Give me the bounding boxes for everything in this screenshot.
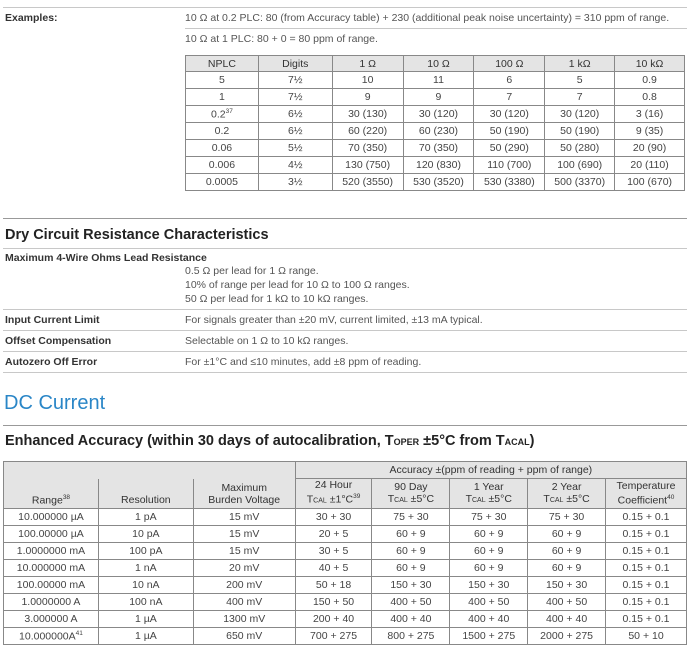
table-cell: 0.15 + 0.1 [606, 509, 687, 526]
divider [3, 218, 687, 219]
table-cell: 100 (690) [545, 157, 615, 174]
table-cell: 650 mV [193, 628, 295, 645]
table-cell: 6½ [258, 123, 332, 140]
table-cell: $10.000000A^{41}$ [4, 628, 99, 645]
table-cell: 15 mV [193, 526, 295, 543]
table-cell: 1500 + 275 [450, 628, 528, 645]
table-cell: 1.0000000 mA [4, 543, 99, 560]
examples-label: Examples: [5, 12, 58, 24]
table-cell: 1 µA [98, 628, 193, 645]
table-cell: 150 + 30 [528, 577, 606, 594]
table-cell: 0.0005 [186, 174, 259, 191]
divider [3, 7, 687, 8]
table-row [186, 89, 685, 106]
table-cell: 1 nA [98, 560, 193, 577]
dc-current-section-title: DC Current [4, 392, 106, 414]
table-cell: 1300 mV [193, 611, 295, 628]
table-cell: 130 (750) [332, 157, 403, 174]
table-cell: 75 + 30 [450, 509, 528, 526]
table-cell: 1 µA [98, 611, 193, 628]
header-burden-voltage: Maximum Burden Voltage [193, 479, 295, 509]
table-cell: 100 pA [98, 543, 193, 560]
table-cell: 9 [332, 89, 403, 106]
lead-resistance-line-3: 50 Ω per lead for 1 kΩ to 10 kΩ ranges. [185, 293, 369, 305]
table-cell: 0.15 + 0.1 [606, 543, 687, 560]
nplc-table [185, 55, 685, 191]
header-accuracy-group: Accuracy ±(ppm of reading + ppm of range) [295, 462, 686, 479]
header-nplc: NPLC [186, 56, 259, 72]
table-cell: 60 + 9 [372, 560, 450, 577]
table-cell: 1 [186, 89, 259, 106]
divider [3, 309, 687, 310]
table-cell: 7½ [258, 72, 332, 89]
table-header-row [186, 56, 685, 72]
table-cell: 0.15 + 0.1 [606, 611, 687, 628]
divider [3, 248, 687, 249]
table-cell: 500 (3370) [545, 174, 615, 191]
table-cell: 3 (16) [615, 106, 685, 123]
table-row [186, 174, 685, 191]
table-cell: 200 + 40 [295, 611, 372, 628]
header-spacer [4, 462, 296, 479]
input-current-limit-label: Input Current Limit [5, 314, 100, 326]
table-cell: $0.2^{37}$ [186, 106, 259, 123]
table-cell: 0.06 [186, 140, 259, 157]
table-cell: 20 (110) [615, 157, 685, 174]
table-cell: 15 mV [193, 543, 295, 560]
table-cell: 50 + 18 [295, 577, 372, 594]
table-cell: 100.00000 mA [4, 577, 99, 594]
table-cell: 7 [545, 89, 615, 106]
table-cell: 400 + 40 [528, 611, 606, 628]
table-row [4, 628, 687, 645]
table-cell: 110 (700) [474, 157, 545, 174]
table-cell: 150 + 30 [372, 577, 450, 594]
header-100-ohm: 100 Ω [474, 56, 545, 72]
offset-compensation-label: Offset Compensation [5, 335, 112, 347]
divider [185, 28, 687, 29]
header-resolution: Resolution [98, 479, 193, 509]
dry-circuit-title: Dry Circuit Resistance Characteristics [5, 227, 269, 243]
table-cell: 2000 + 275 [528, 628, 606, 645]
table-cell: 60 + 9 [528, 526, 606, 543]
table-row [4, 560, 687, 577]
table-cell: 10 pA [98, 526, 193, 543]
table-cell: 400 mV [193, 594, 295, 611]
header-10-ohm: 10 Ω [403, 56, 474, 72]
header-1-kohm: 1 kΩ [545, 56, 615, 72]
table-cell: 1.0000000 A [4, 594, 99, 611]
table-cell: 530 (3520) [403, 174, 474, 191]
table-cell: 30 + 30 [295, 509, 372, 526]
table-cell: 7 [474, 89, 545, 106]
header-digits: Digits [258, 56, 332, 72]
table-cell: 50 (290) [474, 140, 545, 157]
header-2-year: 2 Year TCAL ±5°C [528, 479, 606, 509]
header-1-year: 1 Year TCAL ±5°C [450, 479, 528, 509]
table-row [186, 72, 685, 89]
table-cell: 50 (190) [545, 123, 615, 140]
table-cell: 20 + 5 [295, 526, 372, 543]
table-cell: 800 + 275 [372, 628, 450, 645]
table-row [4, 577, 687, 594]
table-cell: 30 (130) [332, 106, 403, 123]
table-cell: 0.15 + 0.1 [606, 594, 687, 611]
table-cell: 15 mV [193, 509, 295, 526]
table-cell: 70 (350) [403, 140, 474, 157]
table-cell: 30 (120) [545, 106, 615, 123]
divider [3, 351, 687, 352]
table-cell: 60 + 9 [450, 560, 528, 577]
lead-resistance-line-1: 0.5 Ω per lead for 1 Ω range. [185, 265, 319, 277]
table-cell: 60 + 9 [450, 526, 528, 543]
example-line-1: 10 Ω at 0.2 PLC: 80 (from Accuracy table) + 230 (additional peak noise uncertainty) = 310 ppm of range. [185, 12, 670, 24]
table-row [4, 526, 687, 543]
table-cell: 20 mV [193, 560, 295, 577]
table-row [4, 594, 687, 611]
table-cell: 70 (350) [332, 140, 403, 157]
table-cell: 60 + 9 [450, 543, 528, 560]
table-cell: 10.000000 mA [4, 560, 99, 577]
header-temperature-coefficient: Temperature Coefficient$^{40}$ [606, 479, 687, 509]
table-cell: 100.00000 µA [4, 526, 99, 543]
table-cell: 30 (120) [403, 106, 474, 123]
input-current-limit-value: For signals greater than ±20 mV, current limited, ±13 mA typical. [185, 314, 483, 326]
table-cell: 40 + 5 [295, 560, 372, 577]
table-cell: 50 (190) [474, 123, 545, 140]
table-cell: 60 + 9 [372, 543, 450, 560]
table-cell: 0.8 [615, 89, 685, 106]
offset-compensation-value: Selectable on 1 Ω to 10 kΩ ranges. [185, 335, 349, 347]
table-cell: 0.9 [615, 72, 685, 89]
lead-resistance-line-2: 10% of range per lead for 10 Ω to 100 Ω ranges. [185, 279, 410, 291]
table-cell: 60 + 9 [372, 526, 450, 543]
table-header-row [4, 462, 687, 479]
footnote-ref: 37 [225, 107, 233, 115]
table-cell: 100 nA [98, 594, 193, 611]
table-row [4, 509, 687, 526]
table-cell: 0.2 [186, 123, 259, 140]
table-cell: 700 + 275 [295, 628, 372, 645]
table-cell: 60 + 9 [528, 543, 606, 560]
table-header-row [4, 479, 687, 509]
table-cell: 20 (90) [615, 140, 685, 157]
table-cell: 400 + 50 [372, 594, 450, 611]
table-cell: 60 + 9 [528, 560, 606, 577]
dc-current-accuracy-table [3, 461, 687, 645]
table-cell: 9 (35) [615, 123, 685, 140]
table-cell: 5 [545, 72, 615, 89]
example-line-2: 10 Ω at 1 PLC: 80 + 0 = 80 ppm of range. [185, 33, 378, 45]
table-row [186, 123, 685, 140]
table-cell: 400 + 40 [450, 611, 528, 628]
table-cell: 50 + 10 [606, 628, 687, 645]
lead-resistance-label: Maximum 4-Wire Ohms Lead Resistance [5, 252, 207, 264]
table-cell: 3½ [258, 174, 332, 191]
table-cell: 0.15 + 0.1 [606, 526, 687, 543]
table-row [186, 157, 685, 174]
table-cell: 60 (230) [403, 123, 474, 140]
table-cell: 400 + 40 [372, 611, 450, 628]
table-cell: 6 [474, 72, 545, 89]
table-cell: 400 + 50 [528, 594, 606, 611]
table-cell: 4½ [258, 157, 332, 174]
table-cell: 7½ [258, 89, 332, 106]
table-cell: 0.15 + 0.1 [606, 577, 687, 594]
table-cell: 1 pA [98, 509, 193, 526]
table-cell: 0.006 [186, 157, 259, 174]
table-cell: 150 + 30 [450, 577, 528, 594]
autozero-off-error-value: For ±1°C and ≤10 minutes, add ±8 ppm of reading. [185, 356, 422, 368]
table-cell: 75 + 30 [372, 509, 450, 526]
table-row [4, 611, 687, 628]
table-cell: 100 (670) [615, 174, 685, 191]
divider [3, 425, 687, 426]
header-90-day: 90 Day TCAL ±5°C [372, 479, 450, 509]
table-cell: 30 (120) [474, 106, 545, 123]
table-cell: 5½ [258, 140, 332, 157]
autozero-off-error-label: Autozero Off Error [5, 356, 98, 368]
table-row [186, 106, 685, 123]
table-cell: 120 (830) [403, 157, 474, 174]
table-cell: 9 [403, 89, 474, 106]
header-range: Range$^{38}$ [4, 479, 99, 509]
table-row [186, 140, 685, 157]
header-24-hour: 24 Hour TCAL $\pm 1^\circ C^{39}$ [295, 479, 372, 509]
table-cell: 5 [186, 72, 259, 89]
table-cell: 0.15 + 0.1 [606, 560, 687, 577]
table-cell: 60 (220) [332, 123, 403, 140]
divider [3, 372, 687, 373]
table-cell: 75 + 30 [528, 509, 606, 526]
table-cell: 10.000000 µA [4, 509, 99, 526]
table-cell: 530 (3380) [474, 174, 545, 191]
footnote-ref: 41 [75, 629, 83, 637]
divider [3, 330, 687, 331]
table-cell: 11 [403, 72, 474, 89]
table-cell: 50 (280) [545, 140, 615, 157]
table-cell: 10 nA [98, 577, 193, 594]
table-cell: 150 + 50 [295, 594, 372, 611]
table-cell: 400 + 50 [450, 594, 528, 611]
table-cell: 30 + 5 [295, 543, 372, 560]
header-1-ohm: 1 Ω [332, 56, 403, 72]
table-cell: 6½ [258, 106, 332, 123]
table-cell: 200 mV [193, 577, 295, 594]
table-cell: 10 [332, 72, 403, 89]
enhanced-accuracy-title: Enhanced Accuracy (within 30 days of autocalibration, TOPER ±5°C from TACAL) [5, 433, 535, 449]
header-10-kohm: 10 kΩ [615, 56, 685, 72]
table-row [4, 543, 687, 560]
table-cell: 3.000000 A [4, 611, 99, 628]
table-cell: 520 (3550) [332, 174, 403, 191]
